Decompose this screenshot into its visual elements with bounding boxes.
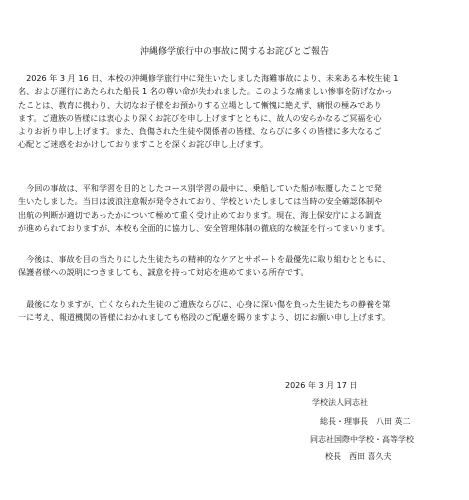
paragraph-line: 生いたしました。当日は波浪注意報が発令されており、学校といたしましては当時の安全確認体制や: [18, 196, 383, 207]
paragraph-line: ます。ご遺族の皆様には衷心より深くお詫びを申し上げますとともに、故人の安らかなるご冥福を心: [18, 112, 382, 123]
paragraph-line: 今後は、事故を目の当たりにした生徒たちの精神的なケアとサポートを最優先に取り組むとともに、: [18, 254, 391, 264]
signature-block: [285, 380, 465, 470]
paragraph-1: [18, 72, 458, 152]
signature-school: 同志社国際中学校・高等学校: [310, 435, 414, 444]
paragraph-3: [18, 253, 458, 280]
paragraph-line: 心配とご迷惑をおかけしておりますことを深くお詫び申し上げます。: [18, 139, 269, 150]
paragraph-line: 保護者様への説明につきましても、誠意を持って対応を進めてまいる所存です。: [18, 267, 309, 278]
paragraph-line: 一に考え、報道機関の皆様におかれましても格段のご配慮を賜りますよう、切にお願い申し上げます。: [18, 312, 391, 323]
document-title: 沖縄修学旅行中の事故に関するお詫びとご報告: [139, 47, 329, 57]
paragraph-line: 出航の判断が適切であったかについて極めて重く受け止めております。現在、海上保安庁による調査: [18, 209, 382, 220]
paragraph-2: [18, 182, 458, 235]
signature-chairman: 総長・理事長 八田 英二: [320, 417, 411, 426]
paragraph-line: よりお祈り申し上げます。また、負傷された生徒や関係者の皆様、ならびに多くの皆様に多大なるご: [18, 126, 382, 137]
paragraph-line: 2026 年 3 月 16 日、本校の沖縄修学旅行中に発生いたしました海難事故により、未来ある本校生徒 1: [18, 73, 399, 83]
paragraph-line: 名、および運行にあたられた船長 1 名の尊い命が失われました。このような痛ましい惨事を防げなかっ: [18, 86, 393, 97]
paragraph-line: たことは、教育に携わり、大切なお子様をお預かりする立場として慚愧に絶えず、痛恨の極みであり: [18, 99, 382, 110]
signature-principal: 校長 西田 喜久夫: [325, 452, 392, 461]
paragraph-line: 最後になりますが、亡くなられた生徒のご遺族ならびに、心身に深い傷を負った生徒たちの静養を第: [18, 299, 391, 309]
paragraph-line: 今回の事故は、平和学習を目的としたコース別学習の最中に、乗船していた船が転覆したことで発: [18, 183, 382, 193]
signature-organization: 学校法人同志社: [312, 398, 368, 407]
signature-date: 2026 年 3 月 17 日: [285, 381, 358, 390]
paragraph-4: [18, 298, 458, 325]
paragraph-line: が進められておりますが、本校も全面的に協力し、安全管理体制の徹底的な検証を行ってまいります。: [18, 222, 390, 233]
